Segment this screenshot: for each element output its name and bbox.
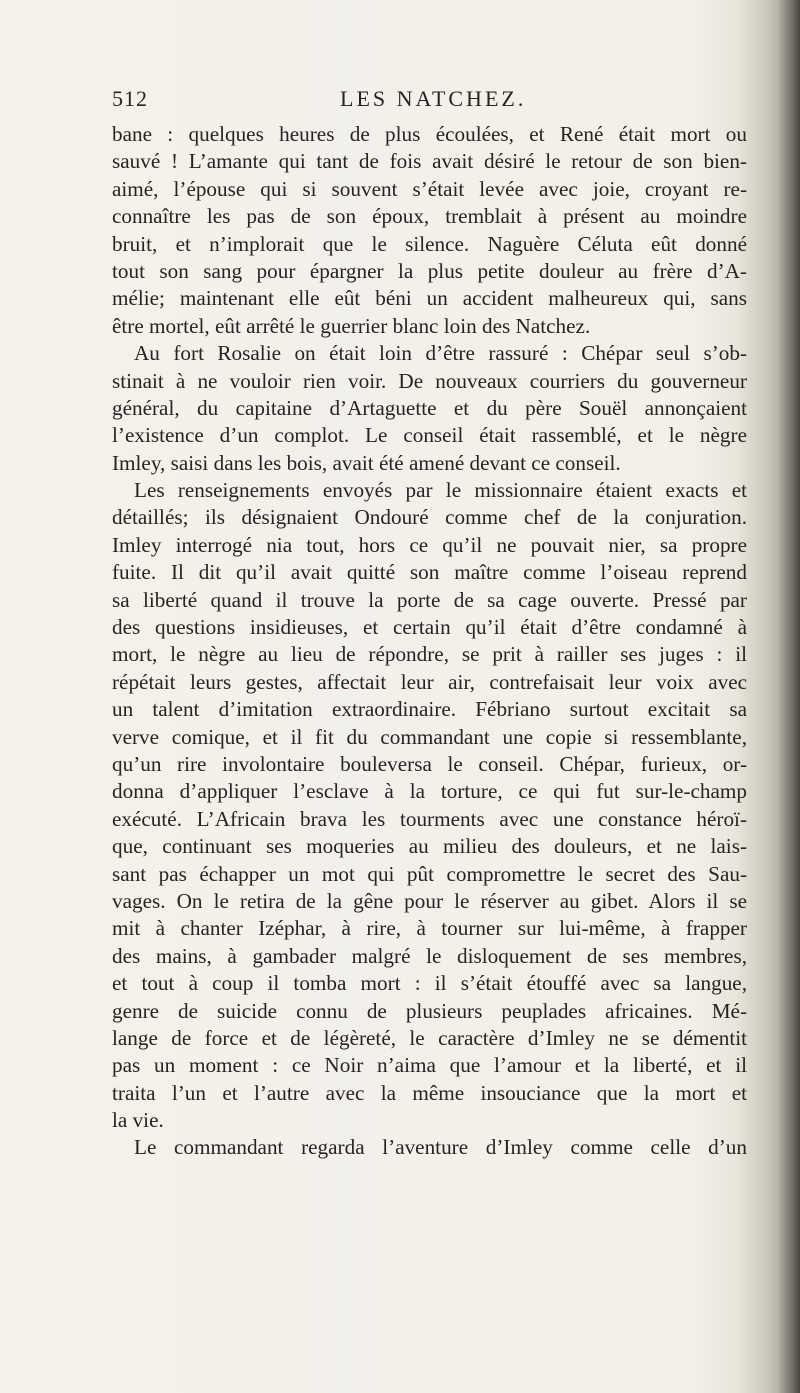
text-line: tout son sang pour épargner la plus petite douleur au frère d’A- (112, 258, 747, 283)
text-line: des questions insidieuses, et certain qu’il était d’être condamné à (112, 615, 747, 640)
text-line: mit à chanter Izéphar, à rire, à tourner sur lui-même, à frapper (112, 916, 747, 941)
text-line: mort, le nègre au lieu de répondre, se prit à railler ses juges : il (112, 642, 747, 667)
text-line: donna d’appliquer l’esclave à la torture, ce qui fut sur-le-champ (112, 779, 747, 804)
text-line: lange de force et de légèreté, le caractère d’Imley ne se démentit (112, 1025, 747, 1050)
text-line: pas un moment : ce Noir n’aima que l’amour et la liberté, et il (112, 1053, 747, 1078)
text-line: fuite. Il dit qu’il avait quitté son maître comme l’oiseau reprend (112, 560, 747, 585)
text-line: des mains, à gambader malgré le disloquement de ses membres, (112, 943, 747, 968)
text-line: qu’un rire involontaire bouleversa le conseil. Chépar, furieux, or- (112, 751, 747, 776)
text-line: bruit, et n’implorait que le silence. Naguère Céluta eût donné (112, 231, 747, 256)
text-line: mélie; maintenant elle eût béni un accident malheureux qui, sans (112, 286, 747, 311)
text-line: être mortel, eût arrêté le guerrier blanc loin des Natchez. (112, 313, 591, 338)
text-line: un talent d’imitation extraordinaire. Fébriano surtout excitait sa (112, 697, 747, 722)
page-number: 512 (112, 86, 148, 111)
text-line: sauvé ! L’amante qui tant de fois avait désiré le retour de son bien- (112, 149, 747, 174)
text-line: que, continuant ses moqueries au milieu des douleurs, et ne lais- (112, 834, 747, 859)
text-line: aimé, l’épouse qui si souvent s’était levée avec joie, croyant re- (112, 176, 747, 201)
text-line: général, du capitaine d’Artaguette et du père Souël annonçaient (112, 395, 747, 420)
text-line: vages. On le retira de la gêne pour le réserver au gibet. Alors il se (112, 888, 747, 913)
text-line: Imley interrogé nia tout, hors ce qu’il ne pouvait nier, sa propre (112, 532, 747, 557)
text-line: la vie. (112, 1108, 164, 1133)
text-line: exécuté. L’Africain brava les tourments avec une constance héroï- (112, 806, 747, 831)
text-line: Au fort Rosalie on était loin d’être rassuré : Chépar seul s’ob- (134, 341, 747, 366)
text-line: connaître les pas de son époux, tremblait à présent au moindre (112, 204, 747, 229)
text-line: sant pas échapper un mot qui pût compromettre le secret des Sau- (112, 861, 747, 886)
text-line: sa liberté quand il trouve la porte de sa cage ouverte. Pressé par (112, 587, 747, 612)
text-line: Le commandant regarda l’aventure d’Imley comme celle d’un (134, 1135, 747, 1160)
text-line: verve comique, et il fit du commandant une copie si ressemblante, (112, 724, 747, 749)
text-line: Les renseignements envoyés par le missionnaire étaient exacts et (134, 478, 747, 503)
text-line: stinait à ne vouloir rien voir. De nouveaux courriers du gouverneur (112, 368, 747, 393)
text-line: et tout à coup il tomba mort : il s’était étouffé avec sa langue, (112, 971, 747, 996)
text-line: Imley, saisi dans les bois, avait été amené devant ce conseil. (112, 450, 621, 475)
text-line: l’existence d’un complot. Le conseil était rassemblé, et le nègre (112, 423, 747, 448)
text-line: détaillés; ils désignaient Ondouré comme chef de la conjuration. (112, 505, 747, 530)
running-title: LES NATCHEZ. (340, 86, 527, 111)
text-line: bane : quelques heures de plus écoulées, et René était mort ou (112, 122, 747, 146)
text-line: répétait leurs gestes, affectait leur air, contrefaisait leur voix avec (112, 669, 747, 694)
page-gutter-shadow (778, 0, 800, 1393)
page-header (112, 86, 747, 116)
body-text (112, 121, 747, 1162)
text-line: genre de suicide connu de plusieurs peuplades africaines. Mé- (112, 998, 747, 1023)
text-line: traita l’un et l’autre avec la même insouciance que la mort et (112, 1080, 747, 1105)
